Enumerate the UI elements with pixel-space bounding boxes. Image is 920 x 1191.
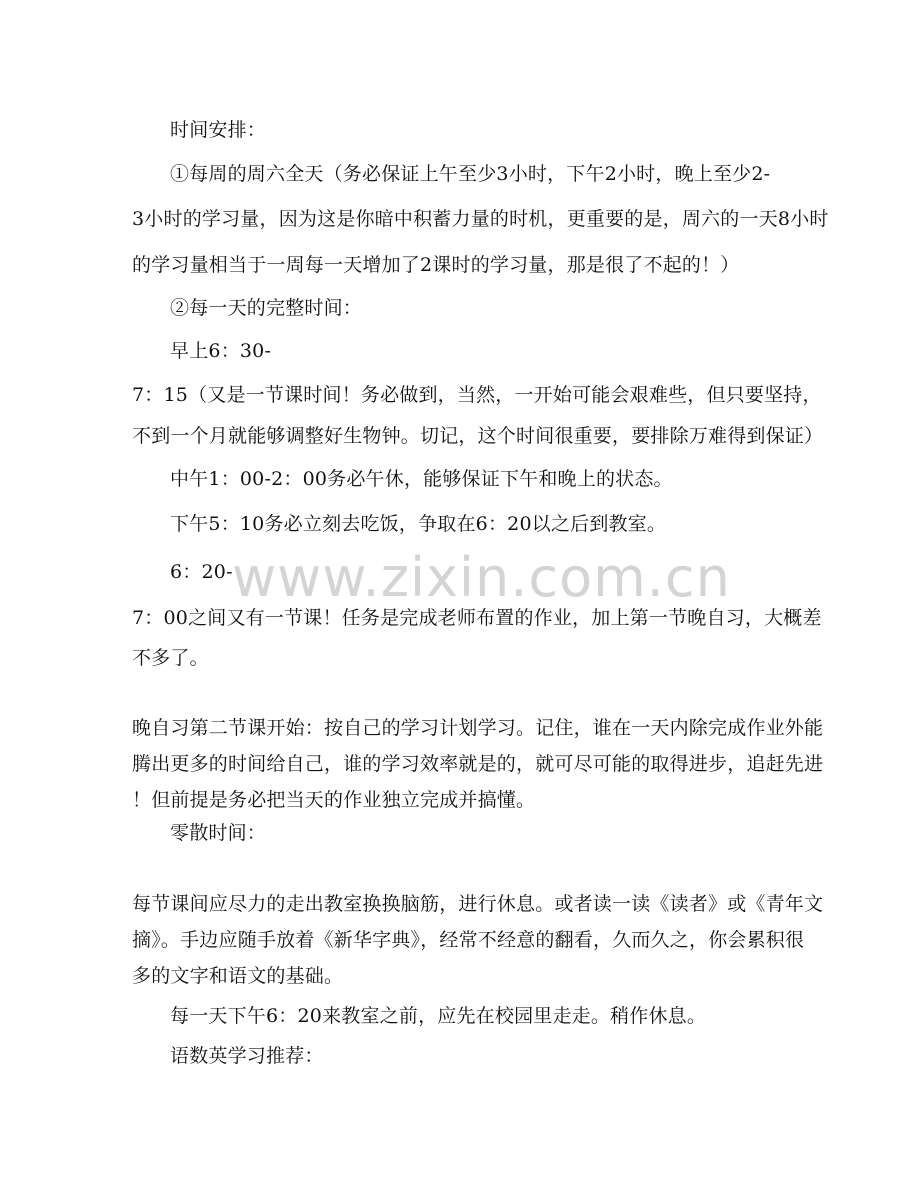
paragraph-line: ①每周的周六全天（务必保证上午至少3小时，下午2小时，晚上至少2- (170, 163, 771, 185)
paragraph-line: 每一天下午6：20来教室之前，应先在校园里走走。稍作休息。 (170, 1005, 707, 1027)
heading-spare-time: 零散时间： (170, 822, 267, 844)
paragraph-line: 不到一个月就能够调整好生物钟。切记，这个时间很重要，要排除万难得到保证） (132, 425, 824, 447)
paragraph-line: 不多了。 (132, 647, 209, 669)
paragraph-line: ②每一天的完整时间： (170, 297, 363, 319)
paragraph-line: 7：15（又是一节课时间！务必做到，当然，一开始可能会艰难些，但只要坚持， (132, 384, 822, 406)
paragraph-line: 摘》。手边应随手放着《新华字典》，经常不经意的翻看，久而久之，你会累积很 (132, 929, 805, 951)
paragraph-line: 下午5：10务必立刻去吃饭，争取在6：20以之后到教室。 (170, 513, 667, 535)
watermark: www.zixin.com.cn (232, 546, 731, 609)
paragraph-line: 多的文字和语文的基础。 (132, 965, 344, 987)
paragraph-line: 7：00之间又有一节课！任务是完成老师布置的作业，加上第一节晚自习，大概差 (132, 607, 822, 629)
paragraph-line: 6：20- (170, 561, 233, 583)
paragraph-line: 3小时的学习量，因为这是你暗中积蓄力量的时机，更重要的是，周六的一天8小时 (132, 208, 829, 230)
paragraph-line: 晚自习第二节课开始：按自己的学习计划学习。记住，谁在一天内除完成作业外能 (132, 717, 824, 739)
paragraph-line: 早上6：30- (170, 340, 272, 362)
paragraph-line: ！但前提是务必把当天的作业独立完成并搞懂。 (132, 789, 536, 811)
heading-time-schedule: 时间安排： (170, 119, 267, 141)
paragraph-line: 的学习量相当于一周每一天增加了2课时的学习量，那是很了不起的！） (132, 254, 740, 276)
paragraph-line: 中午1：00-2：00务必午休，能够保证下午和晚上的状态。 (170, 468, 673, 490)
heading-subject-recommendations: 语数英学习推荐： (170, 1045, 324, 1067)
paragraph-line: 每节课间应尽力的走出教室换换脑筋，进行休息。或者读一读《读者》或《青年文 (132, 893, 824, 915)
paragraph-line: 腾出更多的时间给自己，谁的学习效率就是的，就可尽可能的取得进步，追赶先进 (132, 753, 824, 775)
